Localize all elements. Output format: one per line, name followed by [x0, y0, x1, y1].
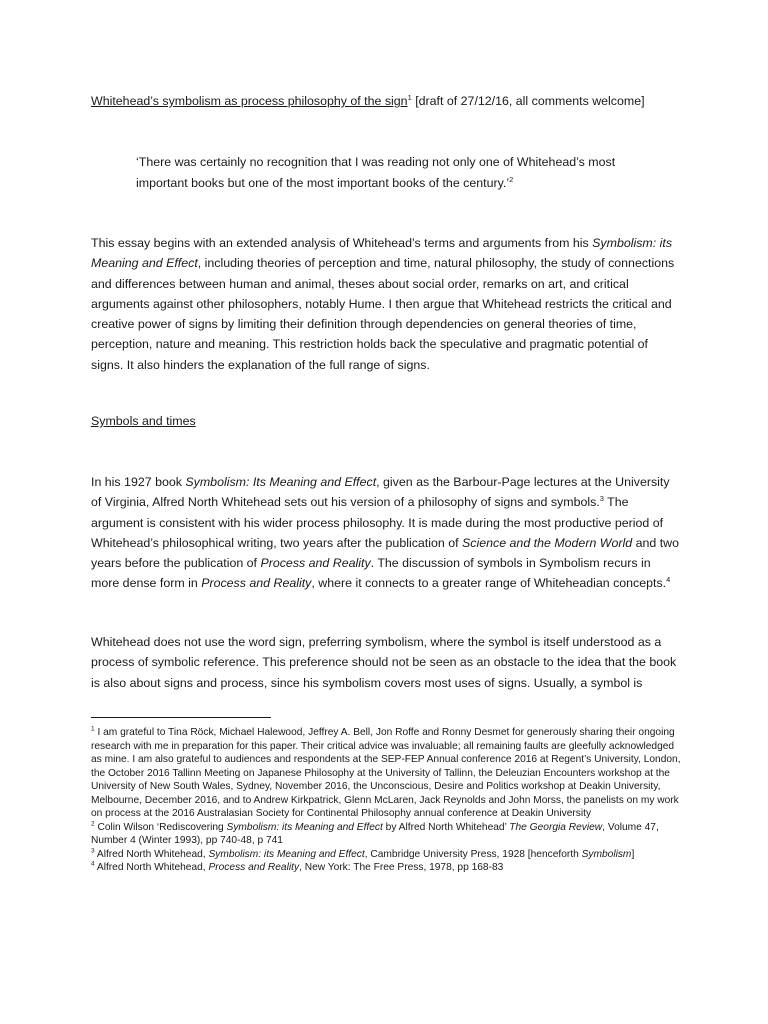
footnote-ref-1[interactable]: 1	[407, 92, 412, 102]
footnote-separator	[91, 717, 271, 718]
footnote-1-text: I am grateful to Tina Röck, Michael Halewood, Jeffrey A. Bell, Jon Roffe and Ronny Desmet for generously sharing their ongoing research with me in preparation for this paper. Their critical advice was invaluable; all remaining faults are gleefully acknowledged as mine. I am also grateful to audiences and respondents at the SEP-FEP Annual conference 2016 at Regent’s University, London, the October 2016 Tallinn Meeting on Japanese Philosophy at the University of Tallinn, the Deleuzian Encounters workshop at the University of New South Wales, Sydney, November 2016, the Unconscious, Desire and Politics workshop at Deakin University, Melbourne, December 2016, and to Andrew Kirkpatrick, Glenn McLaren, Jack Reynolds and John Morss, the panelists on my work on process at the 2016 Australasian Society for Continental Philosophy annual conference at Deakin University	[91, 727, 681, 819]
epigraph-quote	[136, 152, 656, 194]
draft-note: [draft of 27/12/16, all comments welcome]	[411, 94, 645, 108]
fn2-book-title: Symbolism: its Meaning and Effect	[226, 821, 383, 833]
epigraph-text: ‘There was certainly no recognition that I was reading not only one of Whitehead’s most important books but one of the most important books of the century.’	[136, 155, 616, 190]
p2-text-d: The argument is consistent with his wider process philosophy. It is made during the most productive period of Whitehead’s philosophical writing, two years after the publication of	[91, 495, 664, 550]
intro-paragraph	[91, 233, 681, 375]
footnote-2	[91, 821, 683, 848]
intro-book-title: Symbolism: its Meaning and Effect	[91, 236, 673, 271]
fn2-text-a: Colin Wilson ‘Rediscovering	[94, 821, 227, 833]
footnote-ref-2[interactable]: 2	[509, 174, 514, 184]
fn3-text-a: Alfred North Whitehead,	[94, 848, 209, 860]
fn3-short-title: Symbolism	[581, 848, 632, 860]
footnotes-section	[91, 726, 683, 875]
fn4-book-title: Process and Reality	[208, 862, 300, 873]
footnote-1-number: 1	[91, 725, 95, 733]
section-heading: Symbols and times	[91, 414, 196, 428]
document-title	[91, 92, 691, 110]
footnote-3-number: 3	[91, 847, 95, 855]
footnote-1	[91, 726, 683, 821]
intro-text-a: This essay begins with an extended analysis of Whitehead’s terms and arguments from his	[91, 236, 593, 250]
fn2-text-e: , Volume 47, Number 4 (Winter 1993), pp 740-48, p 741	[91, 821, 659, 846]
footnote-ref-3[interactable]: 3	[599, 494, 604, 504]
p2-text-a: In his 1927 book	[91, 475, 186, 489]
fn2-text-c: by Alfred North Whitehead’	[382, 821, 510, 833]
fn3-text-e: ]	[631, 848, 635, 860]
p2-text-c: , given as the Barbour-Page lectures at the University of Virginia, Alfred North Whitehead sets out his version of a philosophy of signs and symbols.	[91, 475, 670, 510]
title-main: Whitehead’s symbolism as process philosophy of the sign	[91, 94, 408, 108]
fn3-book-title: Symbolism: its Meaning and Effect	[208, 848, 365, 860]
footnote-ref-4[interactable]: 4	[666, 575, 671, 585]
p2-text-f: and two years before the publication of	[91, 535, 679, 571]
p2-book-title-4: Process and Reality	[201, 576, 312, 591]
body-paragraph-2	[91, 472, 681, 594]
body-paragraph-3: Whitehead does not use the word sign, preferring symbolism, where the symbol is itself understood as a process of symbolic reference. This preference should not be seen as an obstacle to the idea that the book is also about signs and process, since his symbolism covers most uses of signs. Usually, a symbol is	[91, 635, 677, 690]
p2-book-title-2: Science and the Modern World	[462, 535, 633, 550]
fn4-text-c: , New York: The Free Press, 1978, pp 168-83	[299, 862, 504, 873]
fn4-text-a: Alfred North Whitehead,	[94, 862, 209, 873]
footnote-4-number: 4	[91, 860, 95, 868]
p2-book-title: Symbolism: Its Meaning and Effect	[185, 475, 377, 489]
fn3-text-c: , Cambridge University Press, 1928 [henceforth	[364, 848, 582, 860]
footnote-4	[91, 861, 683, 875]
footnote-2-number: 2	[91, 820, 95, 828]
p2-text-j: , where it connects to a greater range of Whiteheadian concepts.	[311, 576, 667, 591]
intro-text-c: , including theories of perception and time, natural philosophy, the study of connections and differences between human and animal, theses about social order, remarks on art, and critical arguments against other philosophers, notably Hume. I then argue that Whitehead restricts the critical and creative power of signs by limiting their definition through dependencies on general theories of time, perception, nature and meaning. This restriction holds back the speculative and pragmatic potential of signs. It also hinders the explanation of the full range of signs.	[91, 256, 675, 372]
p2-text-h: . The discussion of symbols in Symbolism recurs in more dense form in	[91, 556, 651, 591]
footnote-3	[91, 848, 683, 862]
fn2-journal-title: The Georgia Review	[509, 821, 603, 833]
p2-book-title-3: Process and Reality	[260, 556, 371, 571]
